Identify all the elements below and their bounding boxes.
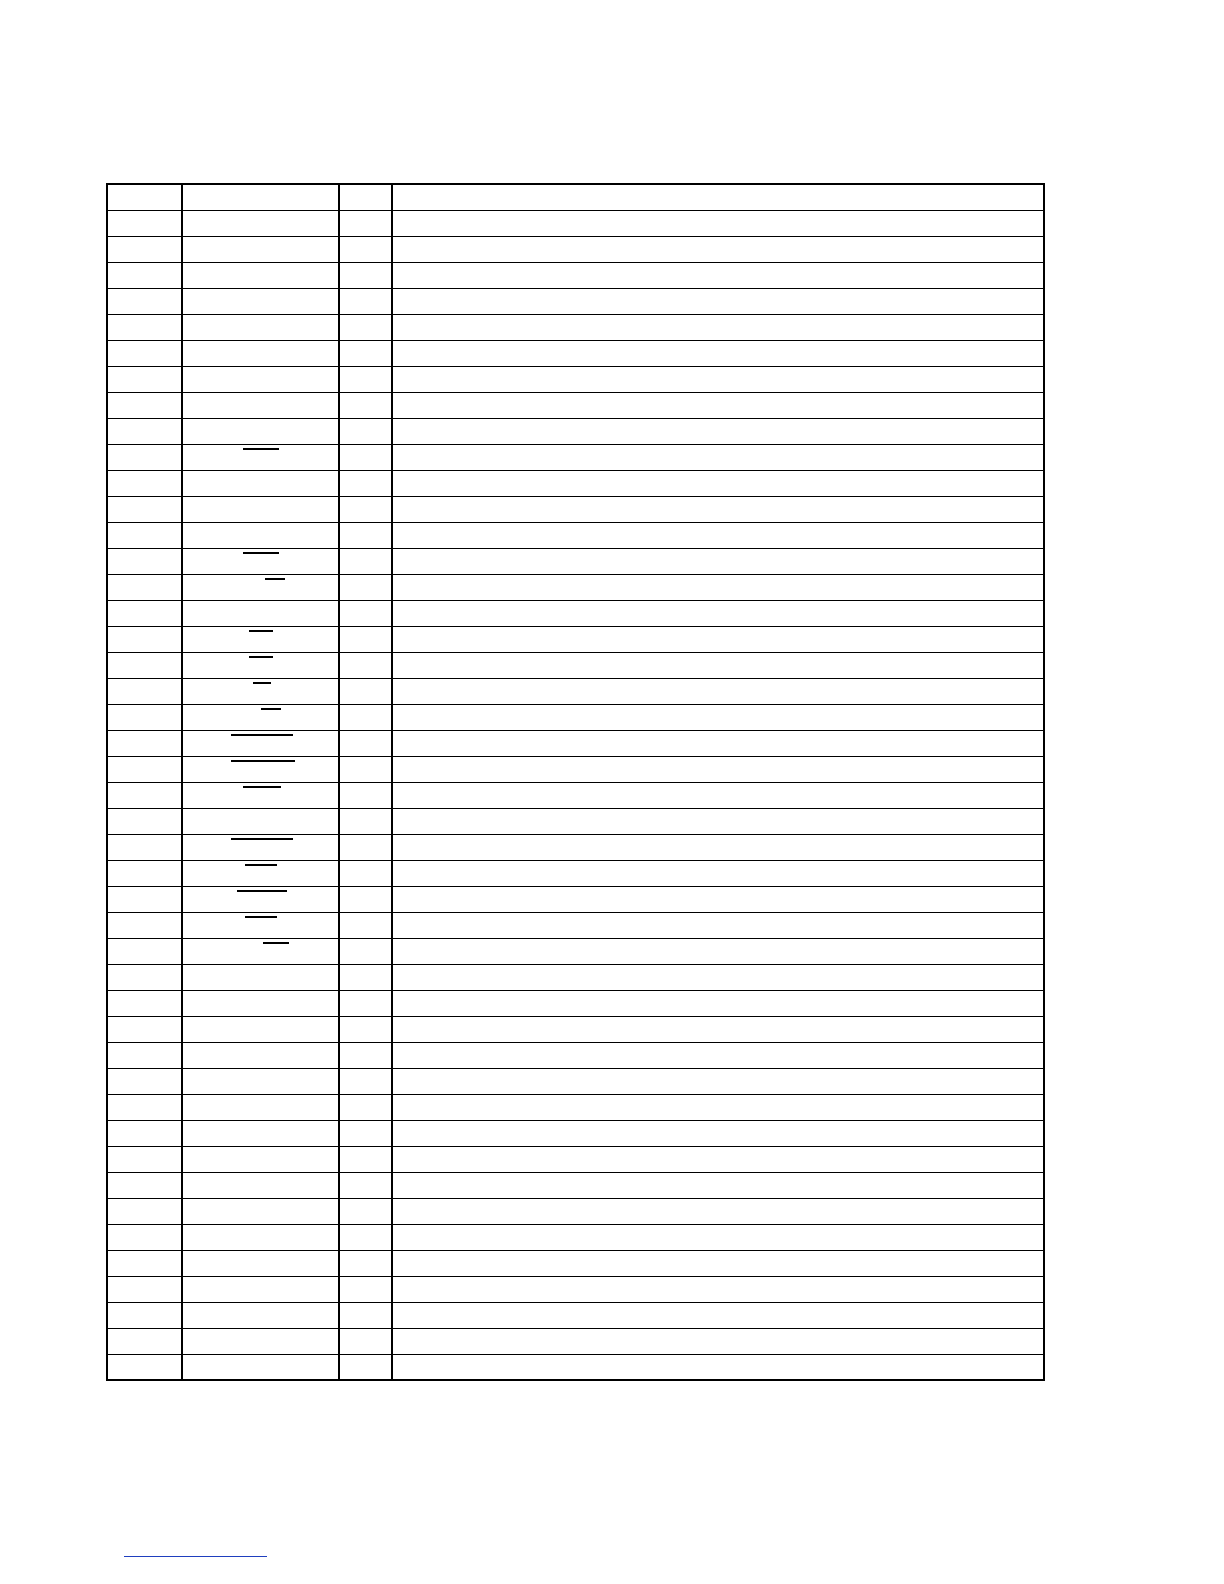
- io-cell: [339, 574, 392, 600]
- table-row: [107, 1146, 1044, 1172]
- table-row: [107, 808, 1044, 834]
- signal-name-cell: [182, 1250, 339, 1276]
- io-cell: [339, 1198, 392, 1224]
- signal-name-cell: [182, 626, 339, 652]
- signal-name-cell: [182, 288, 339, 314]
- table-row: [107, 574, 1044, 600]
- table-row: [107, 834, 1044, 860]
- table-row: [107, 210, 1044, 236]
- signal-name-cell: [182, 860, 339, 886]
- io-cell: [339, 782, 392, 808]
- table-row: [107, 1302, 1044, 1328]
- signal-name-cell: [182, 990, 339, 1016]
- signal-name-cell: [182, 886, 339, 912]
- description-cell: [392, 756, 1044, 782]
- table-row: [107, 236, 1044, 262]
- pin-number-cell: [107, 470, 182, 496]
- pin-number-cell: [107, 1354, 182, 1380]
- active-low-overbar: [245, 864, 277, 866]
- description-cell: [392, 912, 1044, 938]
- io-cell: [339, 1302, 392, 1328]
- pin-number-cell: [107, 1068, 182, 1094]
- description-cell: [392, 626, 1044, 652]
- description-cell: [392, 366, 1044, 392]
- signal-name-cell: [182, 340, 339, 366]
- description-cell: [392, 470, 1044, 496]
- io-cell: [339, 444, 392, 470]
- pin-number-cell: [107, 236, 182, 262]
- io-cell: [339, 964, 392, 990]
- pin-number-cell: [107, 912, 182, 938]
- io-cell: [339, 470, 392, 496]
- io-cell: [339, 600, 392, 626]
- description-cell: [392, 444, 1044, 470]
- description-cell: [392, 730, 1044, 756]
- description-cell: [392, 340, 1044, 366]
- pin-number-cell: [107, 548, 182, 574]
- description-cell: [392, 782, 1044, 808]
- io-cell: [339, 912, 392, 938]
- description-cell: [392, 496, 1044, 522]
- io-cell: [339, 626, 392, 652]
- description-cell: [392, 1146, 1044, 1172]
- active-low-overbar: [231, 734, 293, 736]
- table-row: [107, 600, 1044, 626]
- io-cell: [339, 886, 392, 912]
- signal-name-cell: [182, 522, 339, 548]
- description-cell: [392, 1302, 1044, 1328]
- pin-number-cell: [107, 938, 182, 964]
- table-row: [107, 1068, 1044, 1094]
- description-cell: [392, 886, 1044, 912]
- signal-name-cell: [182, 262, 339, 288]
- io-cell: [339, 652, 392, 678]
- table-row: [107, 1120, 1044, 1146]
- pin-number-cell: [107, 730, 182, 756]
- io-cell: [339, 1250, 392, 1276]
- table-row: [107, 652, 1044, 678]
- pin-number-cell: [107, 1328, 182, 1354]
- description-cell: [392, 1016, 1044, 1042]
- io-cell: [339, 860, 392, 886]
- io-cell: [339, 366, 392, 392]
- active-low-overbar: [231, 838, 293, 840]
- table-row: [107, 288, 1044, 314]
- signal-name-cell: [182, 1042, 339, 1068]
- pin-number-cell: [107, 184, 182, 210]
- signal-name-cell: [182, 730, 339, 756]
- pin-number-cell: [107, 1198, 182, 1224]
- pin-number-cell: [107, 288, 182, 314]
- description-cell: [392, 574, 1044, 600]
- description-cell: [392, 314, 1044, 340]
- signal-name-cell: [182, 756, 339, 782]
- io-cell: [339, 1354, 392, 1380]
- active-low-overbar: [237, 890, 287, 892]
- table-row: [107, 418, 1044, 444]
- signal-name-cell: [182, 548, 339, 574]
- table-row: [107, 756, 1044, 782]
- description-cell: [392, 418, 1044, 444]
- pin-number-cell: [107, 600, 182, 626]
- signal-name-cell: [182, 1302, 339, 1328]
- pin-number-cell: [107, 964, 182, 990]
- table-row: [107, 1172, 1044, 1198]
- signal-name-cell: [182, 1016, 339, 1042]
- pin-number-cell: [107, 626, 182, 652]
- pin-number-cell: [107, 496, 182, 522]
- signal-name-cell: [182, 782, 339, 808]
- signal-table: [106, 183, 1045, 1381]
- description-cell: [392, 600, 1044, 626]
- description-cell: [392, 1120, 1044, 1146]
- description-cell: [392, 548, 1044, 574]
- signal-name-cell: [182, 1224, 339, 1250]
- io-cell: [339, 236, 392, 262]
- signal-name-cell: [182, 1120, 339, 1146]
- description-cell: [392, 1354, 1044, 1380]
- signal-name-cell: [182, 418, 339, 444]
- table-row: [107, 730, 1044, 756]
- signal-name-cell: [182, 964, 339, 990]
- active-low-overbar: [243, 552, 279, 554]
- pin-number-cell: [107, 678, 182, 704]
- description-cell: [392, 522, 1044, 548]
- pin-number-cell: [107, 1120, 182, 1146]
- description-cell: [392, 808, 1044, 834]
- table-row: [107, 392, 1044, 418]
- pin-number-cell: [107, 262, 182, 288]
- signal-name-cell: [182, 1198, 339, 1224]
- table-row: [107, 522, 1044, 548]
- pin-number-cell: [107, 444, 182, 470]
- signal-name-cell: [182, 496, 339, 522]
- io-cell: [339, 1328, 392, 1354]
- signal-name-cell: [182, 314, 339, 340]
- pin-number-cell: [107, 392, 182, 418]
- io-cell: [339, 1224, 392, 1250]
- pin-number-cell: [107, 808, 182, 834]
- io-cell: [339, 1016, 392, 1042]
- active-low-overbar: [243, 786, 281, 788]
- table-row: [107, 1354, 1044, 1380]
- signal-name-cell: [182, 210, 339, 236]
- table-row: [107, 1198, 1044, 1224]
- io-cell: [339, 834, 392, 860]
- io-cell: [339, 262, 392, 288]
- active-low-overbar: [231, 760, 295, 762]
- description-cell: [392, 860, 1044, 886]
- pin-number-cell: [107, 1302, 182, 1328]
- description-cell: [392, 1328, 1044, 1354]
- active-low-overbar: [243, 448, 279, 450]
- pin-number-cell: [107, 366, 182, 392]
- table-row: [107, 548, 1044, 574]
- signal-name-cell: [182, 1068, 339, 1094]
- table-row: [107, 938, 1044, 964]
- pin-number-cell: [107, 860, 182, 886]
- io-cell: [339, 1146, 392, 1172]
- pin-number-cell: [107, 574, 182, 600]
- description-cell: [392, 184, 1044, 210]
- io-cell: [339, 808, 392, 834]
- signal-name-cell: [182, 808, 339, 834]
- table-row: [107, 678, 1044, 704]
- io-cell: [339, 496, 392, 522]
- description-cell: [392, 236, 1044, 262]
- active-low-overbar: [261, 708, 281, 710]
- io-cell: [339, 990, 392, 1016]
- description-cell: [392, 964, 1044, 990]
- table-row: [107, 366, 1044, 392]
- signal-name-cell: [182, 834, 339, 860]
- description-cell: [392, 1276, 1044, 1302]
- active-low-overbar: [253, 682, 271, 684]
- pin-number-cell: [107, 1094, 182, 1120]
- table-row: [107, 262, 1044, 288]
- footer-link[interactable]: [124, 1556, 267, 1557]
- pin-number-cell: [107, 704, 182, 730]
- pin-number-cell: [107, 1042, 182, 1068]
- signal-name-cell: [182, 1146, 339, 1172]
- signal-name-cell: [182, 184, 339, 210]
- table-row: [107, 1016, 1044, 1042]
- pin-number-cell: [107, 990, 182, 1016]
- io-cell: [339, 314, 392, 340]
- description-cell: [392, 704, 1044, 730]
- pin-number-cell: [107, 1016, 182, 1042]
- description-cell: [392, 1042, 1044, 1068]
- description-cell: [392, 262, 1044, 288]
- description-cell: [392, 990, 1044, 1016]
- description-cell: [392, 834, 1044, 860]
- description-cell: [392, 1250, 1044, 1276]
- signal-name-cell: [182, 704, 339, 730]
- active-low-overbar: [265, 578, 285, 580]
- pin-number-cell: [107, 652, 182, 678]
- io-cell: [339, 704, 392, 730]
- description-cell: [392, 1068, 1044, 1094]
- active-low-overbar: [249, 630, 273, 632]
- io-cell: [339, 288, 392, 314]
- table-row: [107, 964, 1044, 990]
- io-cell: [339, 1172, 392, 1198]
- io-cell: [339, 392, 392, 418]
- table-row: [107, 1276, 1044, 1302]
- signal-table-body: [107, 184, 1044, 1380]
- signal-name-cell: [182, 392, 339, 418]
- signal-name-cell: [182, 1328, 339, 1354]
- pin-number-cell: [107, 782, 182, 808]
- table-row: [107, 1250, 1044, 1276]
- signal-name-cell: [182, 470, 339, 496]
- table-row: [107, 470, 1044, 496]
- io-cell: [339, 1276, 392, 1302]
- pin-number-cell: [107, 886, 182, 912]
- table-row: [107, 860, 1044, 886]
- signal-name-cell: [182, 678, 339, 704]
- pin-number-cell: [107, 756, 182, 782]
- signal-name-cell: [182, 1094, 339, 1120]
- pin-number-cell: [107, 834, 182, 860]
- table-row: [107, 626, 1044, 652]
- signal-name-cell: [182, 1354, 339, 1380]
- table-row: [107, 990, 1044, 1016]
- pin-number-cell: [107, 340, 182, 366]
- io-cell: [339, 1042, 392, 1068]
- description-cell: [392, 288, 1044, 314]
- pin-number-cell: [107, 1250, 182, 1276]
- io-cell: [339, 210, 392, 236]
- pin-number-cell: [107, 1276, 182, 1302]
- table-row: [107, 444, 1044, 470]
- io-cell: [339, 1068, 392, 1094]
- pin-number-cell: [107, 1224, 182, 1250]
- pin-number-cell: [107, 1146, 182, 1172]
- table-row: [107, 184, 1044, 210]
- table-row: [107, 314, 1044, 340]
- description-cell: [392, 1198, 1044, 1224]
- description-cell: [392, 1172, 1044, 1198]
- signal-name-cell: [182, 574, 339, 600]
- active-low-overbar: [263, 942, 289, 944]
- pin-number-cell: [107, 314, 182, 340]
- table-row: [107, 1042, 1044, 1068]
- io-cell: [339, 1120, 392, 1146]
- io-cell: [339, 1094, 392, 1120]
- io-cell: [339, 938, 392, 964]
- io-cell: [339, 418, 392, 444]
- description-cell: [392, 652, 1044, 678]
- signal-name-cell: [182, 1172, 339, 1198]
- description-cell: [392, 210, 1044, 236]
- pin-number-cell: [107, 1172, 182, 1198]
- pin-number-cell: [107, 210, 182, 236]
- description-cell: [392, 938, 1044, 964]
- signal-name-cell: [182, 938, 339, 964]
- description-cell: [392, 1224, 1044, 1250]
- io-cell: [339, 548, 392, 574]
- table-row: [107, 782, 1044, 808]
- pin-number-cell: [107, 418, 182, 444]
- table-row: [107, 1094, 1044, 1120]
- io-cell: [339, 340, 392, 366]
- signal-name-cell: [182, 1276, 339, 1302]
- io-cell: [339, 756, 392, 782]
- signal-name-cell: [182, 366, 339, 392]
- signal-name-cell: [182, 600, 339, 626]
- pin-number-cell: [107, 522, 182, 548]
- signal-name-cell: [182, 652, 339, 678]
- description-cell: [392, 1094, 1044, 1120]
- table-row: [107, 1328, 1044, 1354]
- table-row: [107, 886, 1044, 912]
- table-row: [107, 340, 1044, 366]
- signal-name-cell: [182, 912, 339, 938]
- active-low-overbar: [249, 656, 273, 658]
- io-cell: [339, 184, 392, 210]
- io-cell: [339, 678, 392, 704]
- io-cell: [339, 730, 392, 756]
- table-row: [107, 1224, 1044, 1250]
- table-row: [107, 496, 1044, 522]
- active-low-overbar: [245, 916, 277, 918]
- description-cell: [392, 678, 1044, 704]
- signal-name-cell: [182, 444, 339, 470]
- table-row: [107, 912, 1044, 938]
- io-cell: [339, 522, 392, 548]
- description-cell: [392, 392, 1044, 418]
- table-row: [107, 704, 1044, 730]
- signal-name-cell: [182, 236, 339, 262]
